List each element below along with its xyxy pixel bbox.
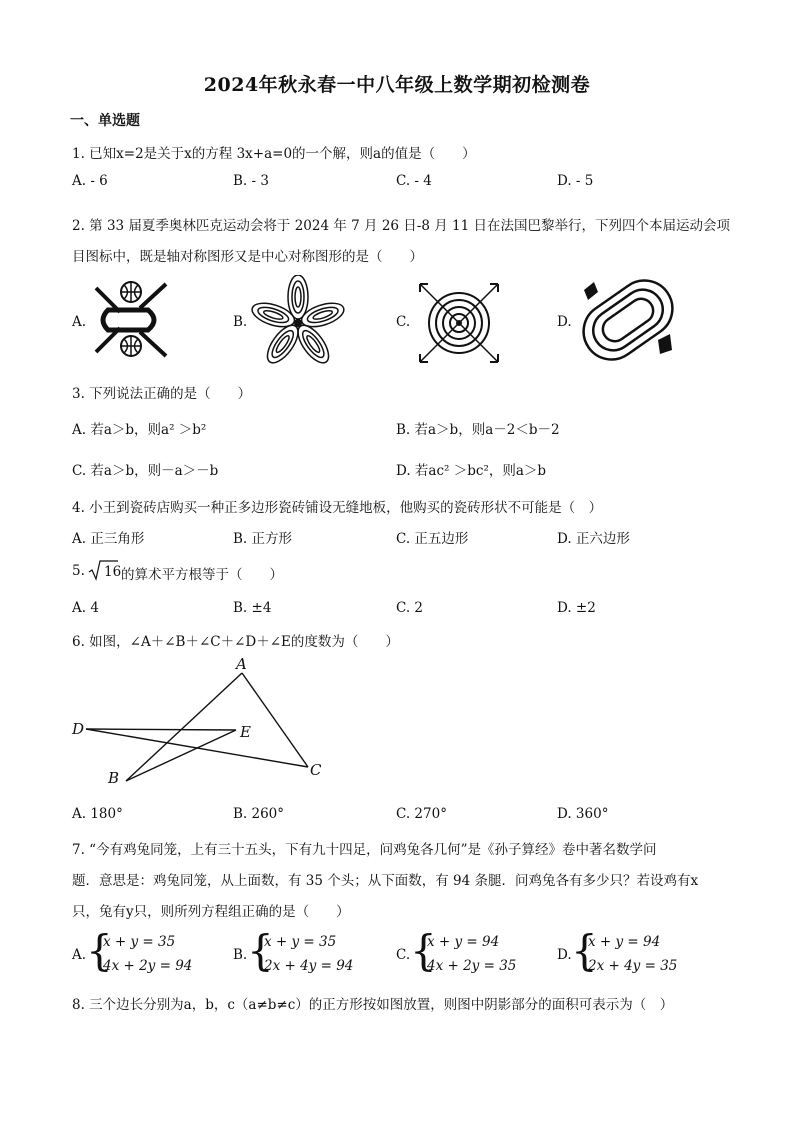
question-7-line1: 7. “今有鸡兔同笼，上有三十五头，下有九十四足，问鸡兔各几何”是《孙子算经》卷中著名数学问 [72,842,657,858]
q6-option-b[interactable]: B. 260° [233,806,285,822]
q3-option-b[interactable]: B. 若a＞b，则a－2＜b－2 [396,422,560,438]
q1-option-b[interactable]: B. - 3 [233,173,269,189]
q6-option-c[interactable]: C. 270° [396,806,447,822]
q7-option-c-eq1: x + y = 94 [427,934,500,950]
segment-de [86,729,236,730]
question-7-line2: 题．意思是：鸡兔同笼，从上面数，有 35 个头；从下面数，有 94 条腿．问鸡兔各有多少只？若设鸡有x [72,873,699,889]
q7-option-b-label: B. [233,947,248,963]
q7-option-d-eq1: x + y = 94 [588,934,661,950]
q7-option-d-eq2: 2x + 4y = 35 [588,958,678,974]
basketball-icon [88,280,174,360]
question-6-text: 6. 如图，∠A＋∠B＋∠C＋∠D＋∠E的度数为（ ） [72,634,399,650]
q5-option-d[interactable]: D. ±2 [557,600,596,616]
question-4-text: 4. 小王到瓷砖店购买一种正多边形瓷砖铺设无缝地板，他购买的瓷砖形状不可能是（ ） [72,500,603,516]
question-2-line1: 2. 第 33 届夏季奥林匹克运动会将于 2024 年 7 月 26 日-8 月 11 日在法国巴黎举行，下列四个本届运动会项 [72,218,731,234]
archery-target-icon [416,280,502,366]
q5-radicand: 16 [104,564,122,580]
segment-eb [126,730,236,781]
q2-option-d[interactable]: D. [557,314,572,330]
q2-option-b[interactable]: B. [233,314,248,330]
q5-option-a[interactable]: A. 4 [72,600,99,616]
q7-option-d-label: D. [557,947,572,963]
q3-option-a[interactable]: A. 若a＞b，则a² ＞b² [72,422,207,438]
q2-option-a[interactable]: A. [72,314,87,330]
q1-option-a[interactable]: A. - 6 [72,173,108,189]
section-heading: 一、单选题 [70,113,140,129]
q5-option-b[interactable]: B. ±4 [233,600,272,616]
q7-option-a-label: A. [72,947,87,963]
question-5-text: 的算术平方根等于（ ） [121,567,283,583]
q6-option-d[interactable]: D. 360° [557,806,609,822]
q7-option-d-brace: { [571,926,598,975]
q7-option-a-eq1: x + y = 35 [103,934,176,950]
label-c: C [310,761,322,779]
label-b: B [108,769,120,787]
q7-option-b-eq2: 2x + 4y = 94 [264,958,354,974]
q7-option-a-eq2: 4x + 2y = 94 [103,958,193,974]
segment-ac [242,673,308,767]
q3-option-c[interactable]: C. 若a＞b，则－a＞－b [72,463,219,479]
q7-option-c-brace: { [410,926,437,975]
running-track-icon [578,278,678,362]
question-8-text: 8. 三个边长分别为a，b，c（a≠b≠c）的正方形按如图放置，则图中阴影部分的面积可表示为（ ） [72,997,674,1013]
q4-option-a[interactable]: A. 正三角形 [72,531,145,547]
q7-option-b-brace: { [247,926,274,975]
question-3-text: 3. 下列说法正确的是（ ） [72,386,252,402]
label-e: E [240,723,251,741]
q3-option-d[interactable]: D. 若ac² ＞bc²，则a＞b [396,463,547,479]
pinwheel-icon [250,275,346,371]
q5-option-c[interactable]: C. 2 [396,600,424,616]
question-2-line2: 目图标中，既是轴对称图形又是中心对称图形的是（ ） [72,249,423,265]
q7-option-a-brace: { [86,926,113,975]
page-title: 2024年秋永春一中八年级上数学期初检测卷 [203,74,591,96]
label-d: D [72,720,85,738]
q7-option-c-label: C. [396,947,411,963]
q4-option-c[interactable]: C. 正五边形 [396,531,469,547]
q7-option-c-eq2: 4x + 2y = 35 [427,958,517,974]
q1-option-d[interactable]: D. - 5 [557,173,594,189]
q2-option-c[interactable]: C. [396,314,411,330]
segment-ab [126,673,242,781]
q1-option-c[interactable]: C. - 4 [396,173,432,189]
label-a: A [236,655,247,673]
q7-option-b-eq1: x + y = 35 [264,934,337,950]
question-1-text: 1. 已知x=2是关于x的方程 3x+a=0的一个解，则a的值是（ ） [72,146,476,162]
q6-figure [60,655,340,790]
q4-option-b[interactable]: B. 正方形 [233,531,293,547]
question-5-number: 5. [72,563,85,579]
question-7-line3: 只，兔有y只，则所列方程组正确的是（ ） [72,904,350,920]
q4-option-d[interactable]: D. 正六边形 [557,531,630,547]
q6-option-a[interactable]: A. 180° [72,806,123,822]
